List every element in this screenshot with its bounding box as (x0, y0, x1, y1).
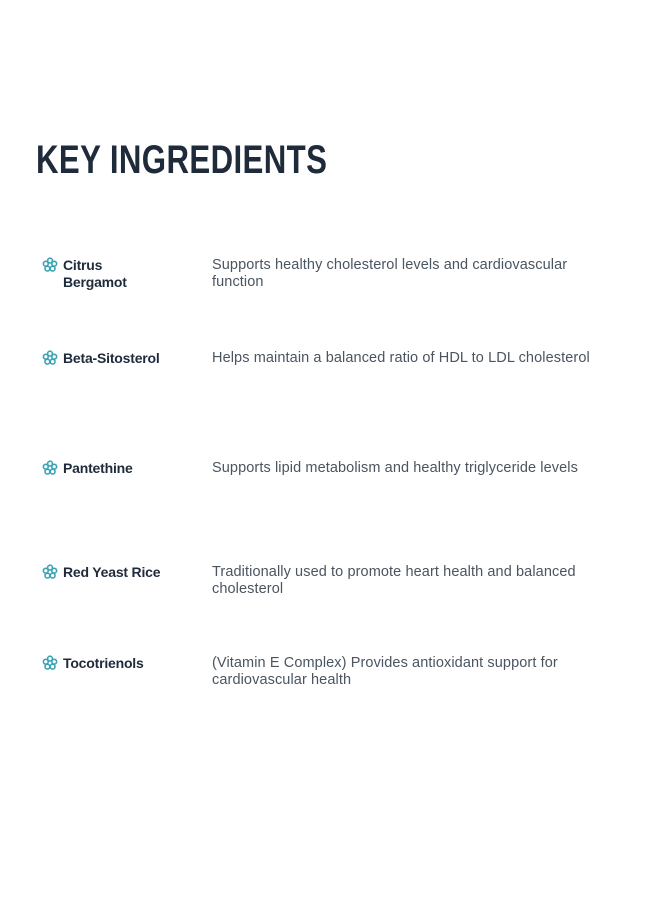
ingredient-name-wrap (42, 460, 202, 477)
ingredient-row-pantethine (42, 460, 622, 500)
ingredient-name-wrap (42, 350, 202, 367)
ingredient-row-red-yeast-rice (42, 564, 622, 604)
ingredient-description: Traditionally used to promote heart health and balanced cholesterol (212, 564, 576, 597)
section-title: KEY INGREDIENTS (36, 138, 328, 182)
ingredient-row-tocotrienols (42, 655, 622, 695)
ingredient-name: Beta-Sitosterol (63, 350, 160, 366)
ingredient-name: Tocotrienols (63, 655, 144, 671)
ingredient-name-wrap (42, 564, 202, 581)
ingredient-name: Citrus Bergamot (63, 257, 127, 290)
flower-icon (42, 257, 58, 273)
ingredient-description: (Vitamin E Complex) Provides antioxidant support for cardiovascular health (212, 655, 558, 688)
flower-icon (42, 564, 58, 580)
ingredient-row-beta-sitosterol (42, 350, 622, 390)
ingredient-description: Supports healthy cholesterol levels and cardiovascular function (212, 257, 568, 290)
ingredient-row-citrus-bergamot (42, 257, 622, 297)
ingredient-name-wrap (42, 655, 202, 672)
ingredient-name-wrap (42, 257, 202, 291)
ingredient-description: Helps maintain a balanced ratio of HDL to LDL cholesterol (212, 350, 590, 366)
flower-icon (42, 655, 58, 671)
flower-icon (42, 350, 58, 366)
ingredient-description: Supports lipid metabolism and healthy triglyceride levels (212, 460, 578, 476)
flower-icon (42, 460, 58, 476)
ingredient-name: Red Yeast Rice (63, 564, 161, 580)
ingredient-name: Pantethine (63, 460, 133, 476)
